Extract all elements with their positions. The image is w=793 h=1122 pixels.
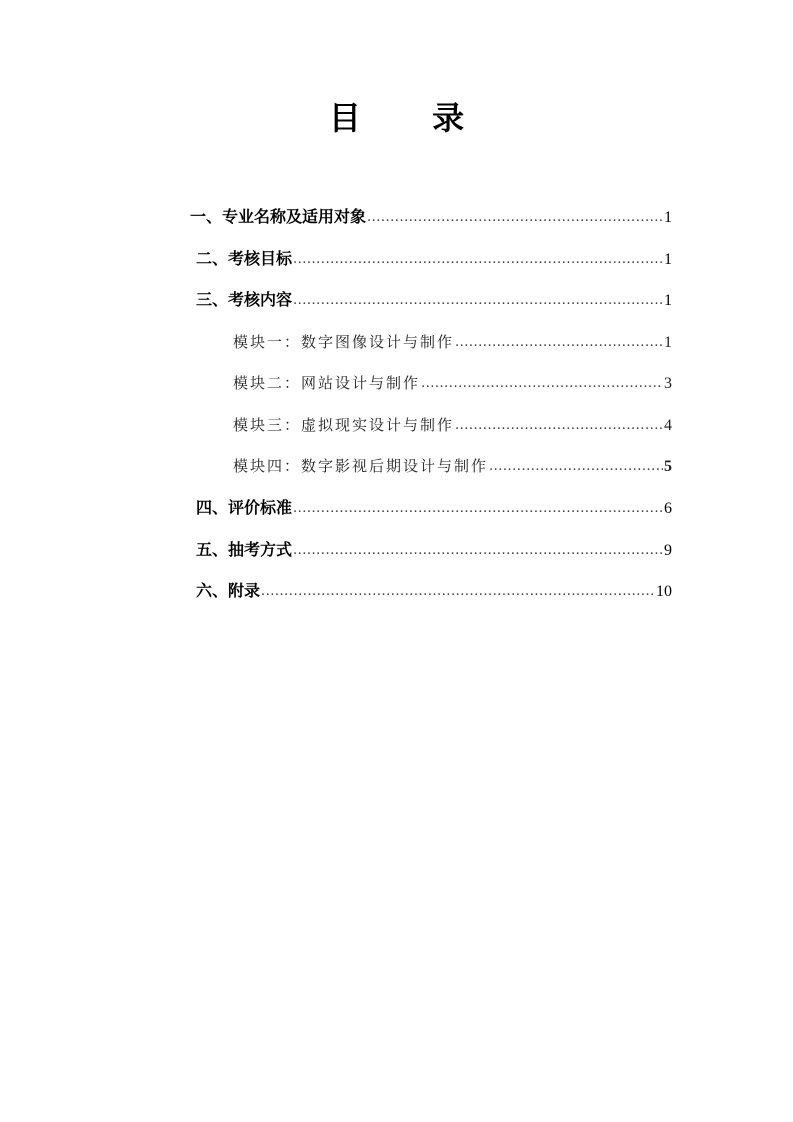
- toc-entry-label: 三、考核内容: [196, 290, 293, 309]
- toc-leader-dots: [455, 331, 663, 355]
- toc-leader-dots: [293, 248, 663, 272]
- toc-entry-page: 1: [664, 251, 672, 268]
- toc-entry-page: 6: [664, 500, 672, 517]
- toc-leader-dots: [455, 414, 663, 438]
- toc-entry-page: 1: [664, 209, 672, 226]
- toc-entry-label: 四、评价标准: [196, 498, 293, 517]
- page-title: 目 录: [328, 99, 495, 137]
- toc-leader-dots: [489, 455, 663, 479]
- toc-entry-label: 一、专业名称及适用对象: [190, 207, 367, 226]
- toc-entry-label: 模块一：数字图像设计与制作: [233, 333, 455, 351]
- toc-entry-label: 二、考核目标: [196, 249, 293, 268]
- toc-entry-page: 9: [664, 542, 672, 559]
- toc-entry-label: 五、抽考方式: [196, 540, 293, 559]
- toc-entry-label: 模块三：虚拟现实设计与制作: [233, 416, 455, 434]
- toc-entry-label: 模块二：网站设计与制作: [233, 374, 421, 392]
- toc-entry[interactable]: [196, 538, 672, 562]
- toc-entry[interactable]: [190, 205, 672, 229]
- toc-entry-page: 10: [656, 583, 672, 600]
- toc-leader-dots: [367, 206, 663, 230]
- toc-entry[interactable]: [196, 288, 672, 312]
- toc-entry[interactable]: [196, 579, 672, 603]
- toc-entry[interactable]: [196, 247, 672, 271]
- toc-entry-label: 模块四：数字影视后期设计与制作: [233, 457, 489, 475]
- toc-leader-dots: [293, 497, 663, 521]
- toc-entry[interactable]: [233, 454, 672, 478]
- toc-entry-page: 5: [664, 458, 672, 475]
- toc-leader-dots: [421, 372, 663, 396]
- toc-leader-dots: [293, 289, 663, 313]
- toc-entry-page: 4: [664, 417, 672, 434]
- toc-entry[interactable]: [233, 371, 672, 395]
- toc-entry[interactable]: [196, 496, 672, 520]
- toc-entry-page: 1: [664, 334, 672, 351]
- toc-leader-dots: [293, 539, 663, 563]
- toc-leader-dots: [261, 580, 655, 604]
- toc-entry-page: 1: [664, 292, 672, 309]
- toc-entry-page: 3: [664, 375, 672, 392]
- toc-entry[interactable]: [233, 413, 672, 437]
- toc-entry[interactable]: [233, 330, 672, 354]
- toc-entry-label: 六、附录: [196, 581, 261, 600]
